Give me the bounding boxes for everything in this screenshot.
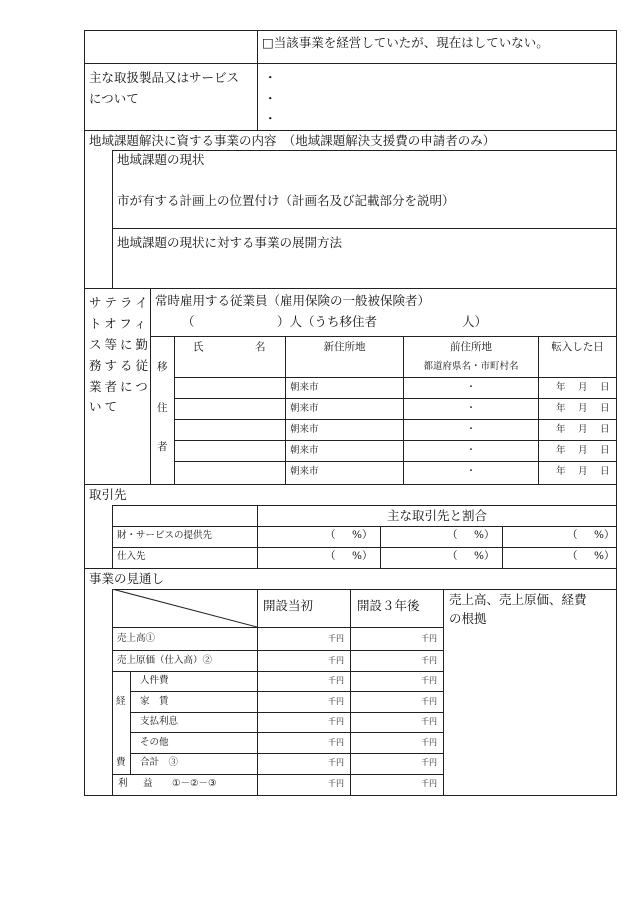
sales-label: 売上高① — [117, 633, 156, 644]
frame-right — [616, 30, 617, 796]
divider — [112, 671, 444, 672]
row-dot: ・ — [466, 424, 476, 435]
row-year: 年 — [556, 445, 566, 456]
row-month: 月 — [578, 466, 588, 477]
row-city: 朝来市 — [290, 382, 319, 393]
divider — [84, 130, 617, 131]
expense-personnel: 人件費 — [140, 675, 169, 686]
row-dot: ・ — [466, 382, 476, 393]
row-month: 月 — [578, 445, 588, 456]
unit-profit-year3[interactable]: 千円 — [421, 779, 437, 788]
row-year: 年 — [556, 466, 566, 477]
divider — [112, 505, 617, 506]
regional-current-state[interactable]: 地域課題の現状 — [117, 152, 205, 167]
ratio-open: （ — [325, 529, 336, 541]
divider — [174, 377, 617, 378]
col-prev-address-sub: 都道府県名・市町村名 — [423, 361, 519, 372]
row-dot: ・ — [466, 445, 476, 456]
row-day: 日 — [600, 403, 610, 414]
cost-label: 売上原価（仕入高）② — [117, 655, 213, 666]
ratio-percent[interactable]: %） — [474, 529, 495, 541]
expense-total: 合計 ③ — [140, 757, 179, 768]
row-city: 朝来市 — [290, 445, 319, 456]
ratio-percent[interactable]: %） — [352, 529, 373, 541]
satellite-label-2: トオフィ — [89, 316, 150, 331]
unit-cost-year3[interactable]: 千円 — [421, 656, 437, 665]
satellite-label-1: サテライ — [89, 295, 151, 310]
product-bullet-1[interactable]: ・ — [264, 70, 277, 85]
basis-line1[interactable]: 売上高、売上原価、経費 — [449, 592, 587, 607]
row-month: 月 — [578, 424, 588, 435]
divider — [130, 671, 131, 774]
divider — [112, 150, 113, 288]
header-diagonal — [112, 589, 257, 627]
col-new-address: 新住所地 — [323, 341, 366, 353]
employees-heading: 常時雇用する従業員（雇用保険の一般被保険者） — [155, 293, 431, 308]
partners-row-label: 仕入先 — [117, 551, 146, 562]
expense-other: その他 — [140, 737, 169, 748]
divider — [443, 589, 444, 796]
row-day: 日 — [600, 424, 610, 435]
partners-row-label: 財・サービスの提供先 — [117, 530, 213, 541]
row-day: 日 — [600, 445, 610, 456]
employees-count-close: 人） — [462, 314, 488, 329]
employees-open-paren: （ — [182, 314, 195, 329]
divider — [84, 288, 617, 289]
side-char-2: 住 — [157, 402, 168, 414]
ratio-open: （ — [325, 550, 336, 562]
ratio-percent[interactable]: %） — [594, 550, 615, 562]
row-city: 朝来市 — [290, 424, 319, 435]
product-bullet-3[interactable]: ・ — [264, 111, 277, 126]
row-month: 月 — [578, 403, 588, 414]
col-move-date: 転入した日 — [551, 341, 604, 353]
divider — [174, 419, 617, 420]
row-year: 年 — [556, 382, 566, 393]
frame-top — [84, 30, 617, 31]
ratio-percent[interactable]: %） — [474, 550, 495, 562]
divider — [84, 484, 617, 485]
divider — [130, 691, 444, 692]
products-label-line1: 主な取扱製品又はサービス — [89, 70, 240, 85]
row-day: 日 — [600, 466, 610, 477]
unit-exp2-initial[interactable]: 千円 — [328, 697, 344, 706]
unit-exp4-year3[interactable]: 千円 — [421, 738, 437, 747]
employees-count-text[interactable]: ）人（うち移住者 — [277, 314, 378, 329]
satellite-label-6: いて — [89, 399, 121, 414]
col-year3: 開設３年後 — [357, 598, 420, 613]
row-city: 朝来市 — [290, 466, 319, 477]
ratio-open: （ — [567, 529, 578, 541]
col-name-1: 氏 — [193, 341, 204, 353]
unit-exp3-initial[interactable]: 千円 — [328, 717, 344, 726]
partners-header: 主な取引先と割合 — [386, 508, 487, 523]
unit-exp2-year3[interactable]: 千円 — [421, 697, 437, 706]
divider — [112, 774, 444, 775]
divider — [84, 568, 617, 569]
expense-side-1: 経 — [116, 696, 126, 707]
row-year: 年 — [556, 424, 566, 435]
unit-exp4-initial[interactable]: 千円 — [328, 738, 344, 747]
divider — [130, 732, 444, 733]
divider — [130, 712, 444, 713]
divider — [112, 505, 113, 568]
products-label-line2: について — [89, 91, 139, 106]
ratio-percent[interactable]: %） — [594, 529, 615, 541]
unit-total-initial[interactable]: 千円 — [328, 758, 344, 767]
row-year: 年 — [556, 403, 566, 414]
unit-total-year3[interactable]: 千円 — [421, 758, 437, 767]
satellite-label-5: 業者につ — [89, 379, 151, 394]
partners-label: 取引先 — [89, 487, 127, 502]
col-initial: 開設当初 — [263, 598, 314, 613]
expense-rent: 家 賃 — [140, 696, 169, 707]
unit-profit-initial[interactable]: 千円 — [328, 779, 344, 788]
col-prev-address: 前住所地 — [450, 341, 492, 353]
basis-line2: の根拠 — [449, 611, 487, 626]
unit-exp1-initial[interactable]: 千円 — [328, 676, 344, 685]
expense-interest: 支払利息 — [140, 716, 179, 727]
divider — [257, 30, 258, 130]
divider — [112, 627, 444, 628]
satellite-label-3: ス等に勤 — [89, 337, 152, 352]
divider — [380, 526, 381, 568]
row-month: 月 — [578, 382, 588, 393]
divider — [112, 228, 617, 229]
side-char-1: 移 — [157, 361, 168, 373]
divider — [174, 461, 617, 462]
outlook-label: 事業の見通し — [89, 571, 165, 586]
divider — [130, 753, 444, 754]
unit-cost-initial[interactable]: 千円 — [328, 656, 344, 665]
unit-exp1-year3[interactable]: 千円 — [421, 676, 437, 685]
regional-city-plan[interactable]: 市が有する計画上の位置付け（計画名及び記載部分を説明） — [117, 193, 455, 208]
ratio-open: （ — [567, 550, 578, 562]
divider — [502, 526, 503, 568]
expense-side-2: 費 — [116, 757, 126, 768]
business-status-checkbox-text: □当該事業を経営していたが、現在はしていない。 — [262, 35, 549, 50]
divider — [112, 526, 617, 527]
regional-development[interactable]: 地域課題の現状に対する事業の展開方法 — [117, 235, 343, 250]
divider — [112, 650, 444, 651]
divider — [150, 336, 617, 337]
row-dot: ・ — [466, 403, 476, 414]
unit-exp3-year3[interactable]: 千円 — [421, 717, 437, 726]
product-bullet-2[interactable]: ・ — [264, 91, 277, 106]
col-name-2: 名 — [255, 341, 266, 353]
satellite-label-4: 務する従 — [89, 358, 152, 373]
unit-sales-year3[interactable]: 千円 — [421, 634, 437, 643]
side-char-3: 者 — [157, 441, 168, 453]
divider — [112, 547, 617, 548]
ratio-percent[interactable]: %） — [352, 550, 373, 562]
row-day: 日 — [600, 382, 610, 393]
ratio-open: （ — [447, 529, 458, 541]
divider — [112, 150, 617, 151]
profit-label-2: 益 — [143, 778, 153, 789]
frame-left — [84, 30, 85, 796]
ratio-open: （ — [447, 550, 458, 562]
divider — [174, 440, 617, 441]
divider — [84, 63, 617, 64]
row-city: 朝来市 — [290, 403, 319, 414]
profit-label-1: 利 — [118, 778, 128, 789]
row-dot: ・ — [466, 466, 476, 477]
regional-heading: 地域課題解決に資する事業の内容 （地域課題解決支援費の申請者のみ） — [89, 133, 496, 148]
divider — [174, 398, 617, 399]
unit-sales-initial[interactable]: 千円 — [328, 634, 344, 643]
profit-formula: ①－②－③ — [172, 778, 217, 789]
